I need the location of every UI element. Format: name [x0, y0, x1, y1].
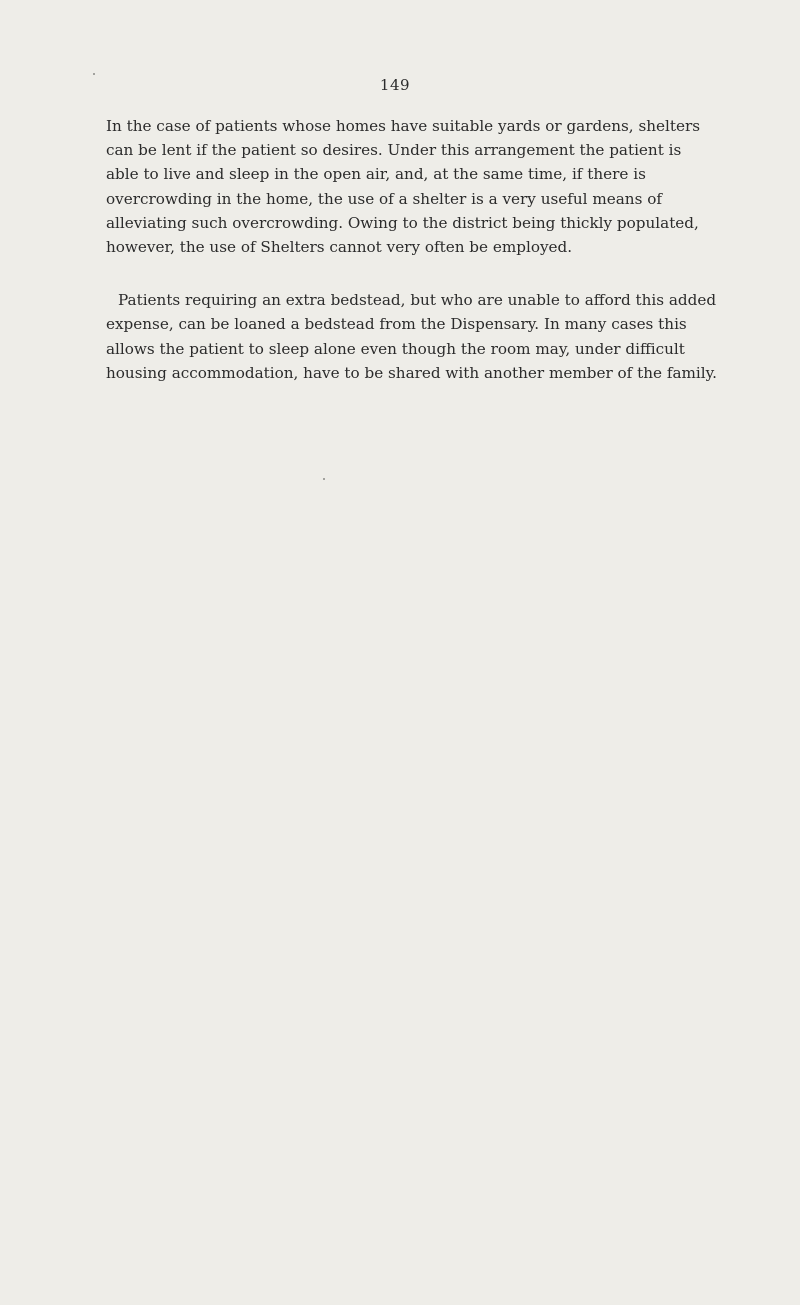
paper-speck — [93, 73, 95, 75]
paragraph-bedstead: Patients requiring an extra bedstead, but who are unable to afford this added expense, can be loaned a bedstead from the Dispensary. In many cases this allows the patient to sleep alone even though the room may, under difficult housing accommodation, have to be shared with another member of the family. — [106, 291, 718, 382]
page-number: 149 — [379, 76, 411, 94]
paper-speck — [323, 478, 325, 480]
paragraph-shelters: In the case of patients whose homes have suitable yards or gardens, shelters can be lent if the patient so desires. Under this arrangement the patient is able to live and sleep in the open air, and, at the same time, if there is overcrowding in the home, the use of a shelter is a very useful means of alleviating such overcrowding. Owing to the district being thickly populated, however, the use of Shelters cannot very often be employed. — [106, 117, 701, 257]
body-text — [106, 114, 718, 385]
